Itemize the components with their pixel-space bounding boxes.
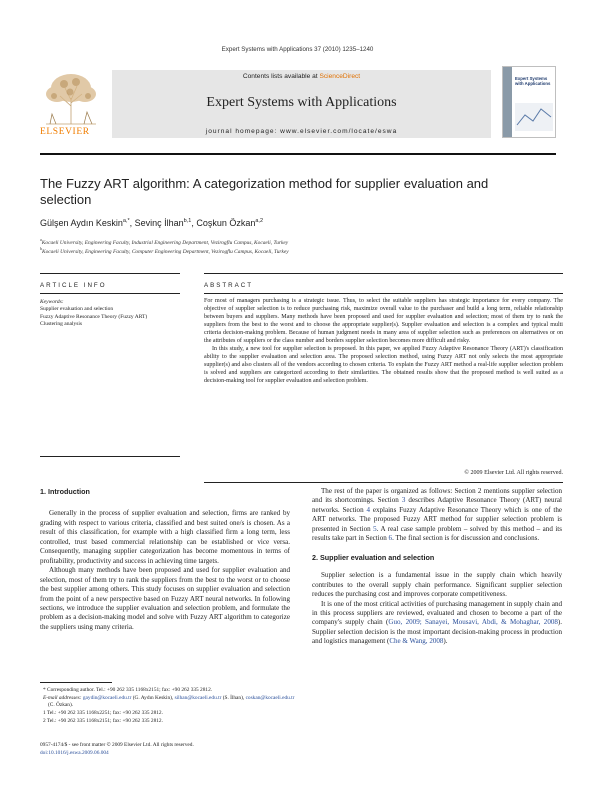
- contents-line: [112, 73, 491, 80]
- section-heading-introduction: 1. Introduction: [40, 487, 90, 496]
- citation-link[interactable]: Che & Wang, 2008: [389, 637, 444, 646]
- footnote-2: 2 Tel.: +90 262 335 1168x2151; fax: +90 262 335 2812.: [43, 717, 163, 724]
- author-3: Coşkun Özkan$^{a,2}$: [196, 218, 264, 228]
- body-right-column: [312, 487, 562, 747]
- abstract-rule-top: [204, 273, 563, 274]
- article-info-heading: ARTICLE INFO: [40, 282, 107, 289]
- abstract-paragraph-2: In this study, a new tool for supplier selection is proposed. In this paper, we applied Fuzzy Adaptive Resonance Theory (ART)'s classification ability to the supplier evaluation and selection area. The proposed selection method, using Fuzzy ART not only selects the most appropriate supplier(s) and also clusters all of the vendors according to chosen criteria. To explain the Fuzzy ART method a real-life supplier selection problem is solved and suppliers are categorized according to their similarities. The obtained results show that the proposed method is well suited as a decision-making tool for supplier evaluation and selection problem.: [204, 346, 563, 385]
- email-link[interactable]: gaydin@kocaeli.edu.tr: [82, 694, 132, 701]
- cover-pattern-icon: [515, 103, 553, 131]
- article-info-rule-bottom: [40, 456, 180, 457]
- keywords-label: Keywords:: [40, 299, 64, 305]
- abstract-rule: [204, 293, 563, 294]
- keyword-item: Fuzzy Adaptive Resonance Theory (Fuzzy ART): [40, 313, 148, 320]
- abstract-rule-bottom: [204, 482, 563, 483]
- intro-paragraph-1: Generally in the process of supplier evaluation and selection, firms are ranked by grading with respect to various criteria, classified and best suited one/s is chosen. As a result of this classification, for example with a high classified firm a long term, less controlled, trust based commercial relationship can be established or vice versa. Consequently, managing supplier categorization has become momentous in terms of profitability, productivity and success in achieving time targets.: [40, 509, 290, 565]
- cover-title: Expert Systems with Applications: [515, 76, 551, 86]
- doi-link[interactable]: doi:10.1016/j.eswa.2009.06.004: [40, 750, 109, 756]
- footnote-1: 1 Tel.: +90 262 335 1168x2251; fax: +90 262 335 2812.: [43, 710, 163, 717]
- footnote-rule: [40, 682, 112, 683]
- article-info-rule: [40, 293, 180, 294]
- abstract-copyright: © 2009 Elsevier Ltd. All rights reserved.: [464, 470, 563, 476]
- section-ref-5[interactable]: 5: [373, 524, 377, 533]
- citation-link[interactable]: Guo, 2009; Sanayei, Mousavi, Abdi, & Mohaghar, 2008: [388, 618, 558, 627]
- author-2: Sevinç İlhan$^{b,1}$,: [134, 218, 197, 228]
- affiliation-b: $^b$Kocaeli University, Engineering Faculty, Computer Engineering Department, Vezirogflu Campus, Kocaeli, Turkey: [40, 246, 289, 255]
- journal-homepage[interactable]: journal homepage: www.elsevier.com/locate/eswa: [205, 128, 398, 135]
- issn-block: [40, 741, 295, 757]
- body-left-column: [40, 487, 290, 632]
- author-1: Gülşen Aydın Keskin$^{a,*}$,: [40, 218, 135, 228]
- abstract-body: [204, 297, 563, 386]
- email-link[interactable]: coskan@kocaeli.edu.tr: [245, 694, 295, 701]
- section-heading-supplier-selection: 2. Supplier evaluation and selection: [312, 552, 435, 562]
- running-header: Expert Systems with Applications 37 (2010) 1235–1240: [221, 46, 374, 53]
- keyword-item: Supplier evaluation and selection: [40, 306, 114, 313]
- journal-title: Expert Systems with Applications: [206, 95, 397, 110]
- section-ref-3[interactable]: 3: [401, 496, 406, 505]
- sec2-paragraph-2: It is one of the most critical activities of purchasing management in supply chain and in this process suppliers are reviewed, evaluated and chosen to become a part of the company's supply chain (Guo, 2009; Sanayei, Mousavi, Abdi, & Mohaghar, 2008). Supplier selection decision is the most important decision-making process in production and logistics management (Che & Wang, 2008).: [312, 599, 562, 646]
- email-link[interactable]: silhan@kocaeli.edu.tr: [174, 694, 222, 701]
- email-addresses-note: E-mail addresses: gaydin@kocaeli.edu.tr (G. Aydın Keskin), silhan@kocaeli.edu.tr (S. İlhan), coskan@kocaeli.edu.tr (C. Özkan).: [43, 694, 295, 709]
- author-list: [40, 218, 556, 228]
- sec2-paragraph-1: Supplier selection is a fundamental issue in the supply chain which heavily contributes to the overall supply chain performance. Significant supplier selection reduces the purchasing cost and improves corporate competitiveness.: [312, 571, 562, 599]
- keywords-block: [40, 299, 180, 329]
- sciencedirect-link[interactable]: ScienceDirect: [319, 73, 361, 80]
- masthead-rule: [40, 153, 556, 155]
- issn-line: 0957-4174/$ - see front matter © 2009 Elsevier Ltd. All rights reserved.: [40, 742, 194, 748]
- intro-paragraph-3: The rest of the paper is organized as follows: Section 2 mentions supplier selection and its shortcomings. Section 3 describes Adaptive Resonance Theory (ART) neural networks. Section 4 explains Fuzzy Adaptive Resonance Theory which is one of the ART networks. The proposed Fuzzy ART method for supplier selection problem is presented in Section 5. A real case sample problem – solved by this method – and its results take part in Section 6. The final section is for discussion and conclusions.: [312, 487, 562, 543]
- section-ref-6[interactable]: 6: [388, 534, 393, 543]
- journal-cover-thumbnail: [502, 66, 556, 138]
- corresponding-author-note: * Corresponding author. Tel.: +90 262 335 1168x2151; fax: +90 262 335 2812.: [43, 687, 213, 693]
- section-ref-4[interactable]: 4: [366, 505, 370, 514]
- intro-paragraph-2: Although many methods have been proposed and used for supplier evaluation and selection, most of them try to rank the suppliers from the best to the worst or to choose the best supplier among others. This study focuses on supplier evaluation and selection from the point of a new perspective based on Fuzzy ART neural networks. In following sections, we introduce the supplier evaluation and selection problem, and formulate the problem as a decision-making model and solve with Fuzzy ART algorithm to categorize the suppliers using many criteria.: [40, 566, 290, 631]
- footnotes: [40, 687, 295, 726]
- article-info-rule-top: [40, 273, 180, 274]
- abstract-heading: ABSTRACT: [204, 282, 254, 289]
- abstract-paragraph-1: For most of managers purchasing is a strategic issue. Thus, to select the suitable suppliers has strategic importance for every company. The objective of supplier selection is to reduce purchasing risk, maximize overall value to the purchaser and build a long term, reliable relationship between buyers and suppliers. Many methods have been proposed and used for supplier evaluation and selection; most of them try to rank the suppliers from the best to the worst and to choose the appropriate supplier(s). Supplier evaluation and selection is a complex and typical multi criteria decision-making problem. Because of human judgment needs in many area of supplier selection such as preferences on alternatives or on the attributes of suppliers or the class number and borders supplier selection becomes more difficult and risky.: [204, 298, 563, 345]
- elsevier-wordmark: ELSEVIER: [40, 127, 90, 137]
- cover-band: [503, 67, 512, 137]
- keyword-item: Clustering analysis: [40, 321, 83, 328]
- contents-prefix: Contents lists available at: [242, 73, 320, 80]
- article-title: The Fuzzy ART algorithm: A categorization method for supplier evaluation and selection: [40, 176, 489, 207]
- affiliation-a: $^a$Kocaeli University, Engineering Faculty, Industrial Engineering Department, Vezirogflu Campus, Kocaeli, Turkey: [40, 237, 289, 246]
